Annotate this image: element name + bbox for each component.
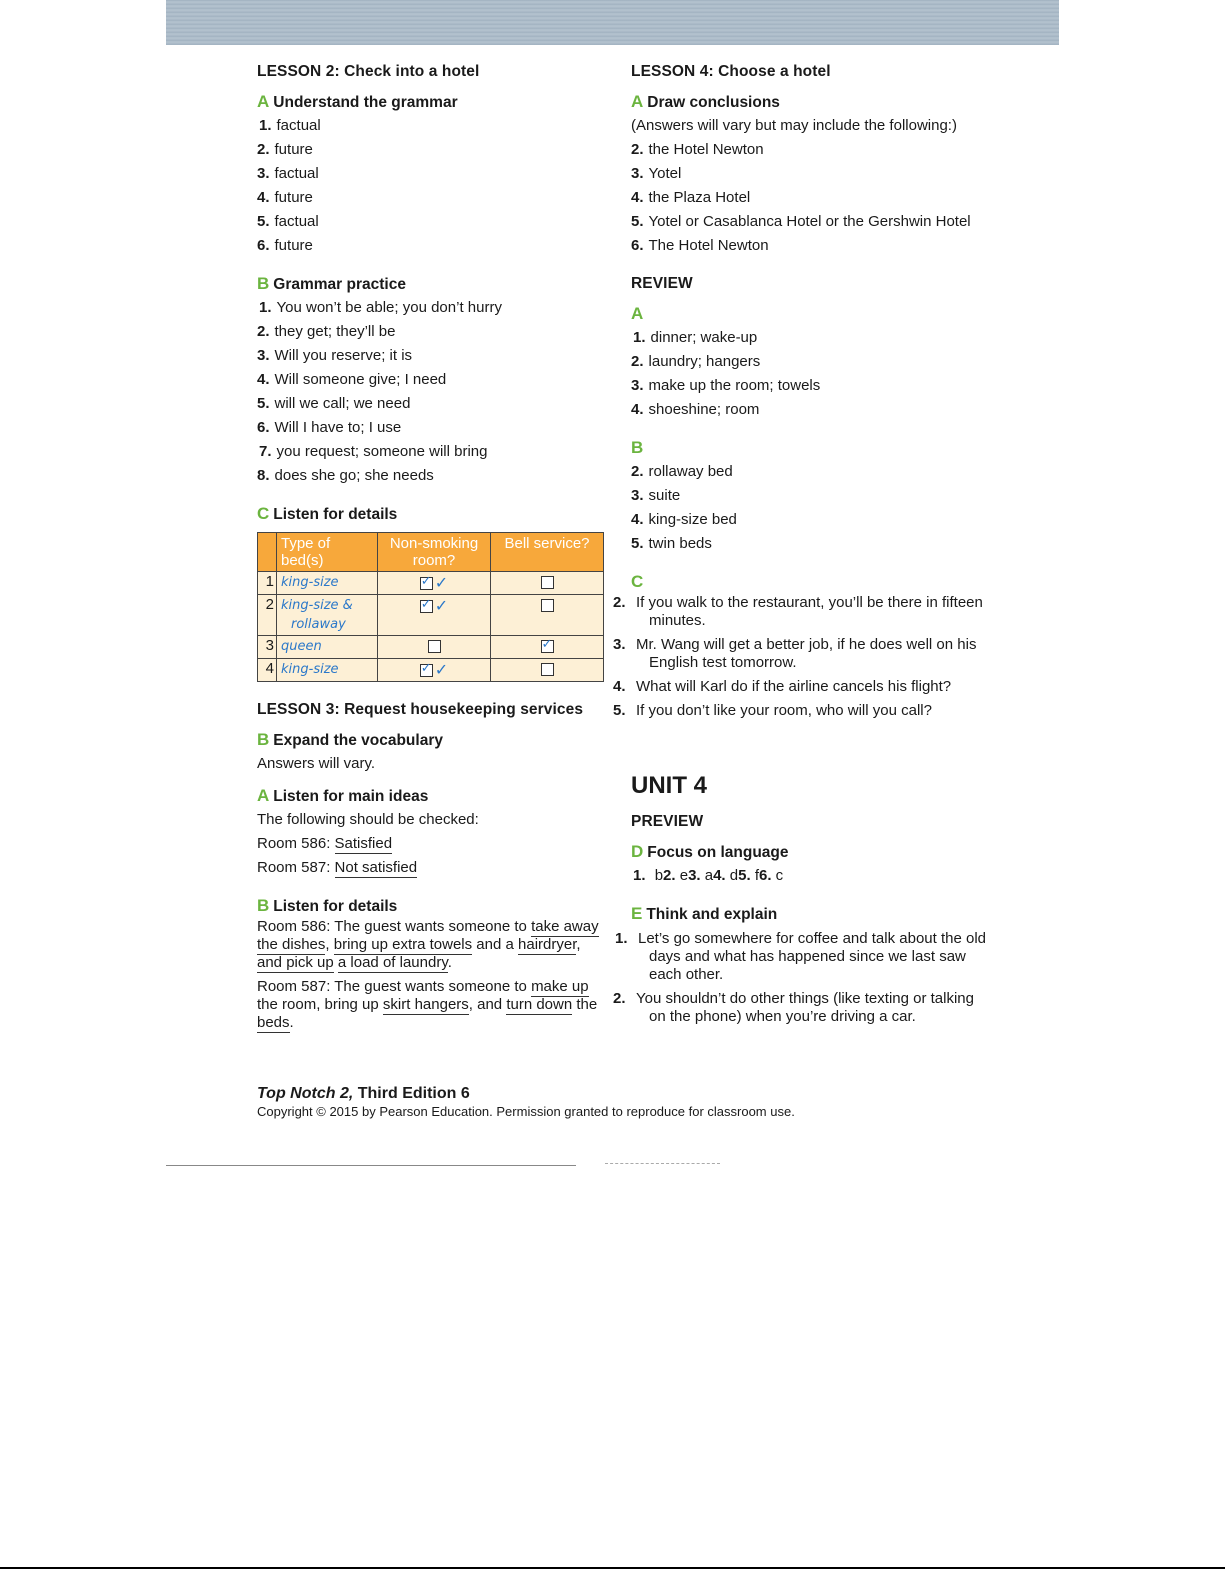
list-item: 4. What will Karl do if the airline cancels his flight? <box>613 678 952 695</box>
empty-box-icon <box>428 640 441 653</box>
list-item: 1. factual <box>259 117 321 134</box>
col-header: Non-smoking room? <box>378 533 491 572</box>
footer-title: Top Notch 2, Third Edition 6 <box>257 1085 470 1102</box>
section-heading: C <box>631 572 644 591</box>
answer-text: The following should be checked: <box>257 811 479 828</box>
check-icon: ✓ <box>434 662 449 679</box>
list-item: 5. will we call; we need <box>257 395 411 412</box>
list-item: 2. the Hotel Newton <box>631 141 764 158</box>
list-item: 1. You won’t be able; you don’t hurry <box>259 299 502 316</box>
section-heading: A Draw conclusions <box>631 92 780 111</box>
page-edge <box>0 1567 1225 1587</box>
checked-box-icon: ✓ <box>541 635 553 651</box>
list-item: 4. future <box>257 189 313 206</box>
unit-title: UNIT 4 <box>631 772 708 799</box>
section-heading: B Listen for details <box>257 896 398 915</box>
section-heading: E Think and explain <box>631 904 778 923</box>
list-item: 5. factual <box>257 213 319 230</box>
table-row: 4 king-size ✓ ✓ <box>258 659 604 682</box>
list-item: 6. The Hotel Newton <box>631 237 769 254</box>
list-item: 4. Will someone give; I need <box>257 371 447 388</box>
list-item: 4. king-size bed <box>631 511 737 528</box>
list-item: 1. Let’s go somewhere for coffee and talk about the old days and what has happened since we last saw each other. <box>615 930 987 983</box>
footer <box>257 1085 795 1119</box>
list-item: 3. make up the room; towels <box>631 377 821 394</box>
left-column <box>257 60 607 1038</box>
section-heading: B <box>631 438 644 457</box>
list-item: 6. Will I have to; I use <box>257 419 402 436</box>
lesson-4-title: LESSON 4: Choose a hotel <box>631 63 831 80</box>
bed-table <box>257 532 604 682</box>
list-item: 6. future <box>257 237 313 254</box>
section-heading: B Grammar practice <box>257 274 406 293</box>
review-title: REVIEW <box>631 275 693 292</box>
copyright: Copyright © 2015 by Pearson Education. Permission granted to reproduce for classroom use. <box>257 1104 795 1119</box>
header-banner <box>166 0 1059 45</box>
list-item: 3. Mr. Wang will get a better job, if he does well on his English test tomorrow. <box>613 636 977 671</box>
list-item: 3. Yotel <box>631 165 682 182</box>
lesson-3-title: LESSON 3: Request housekeeping services <box>257 701 584 718</box>
list-item: 2. If you walk to the restaurant, you’ll be there in fifteen minutes. <box>613 594 983 629</box>
section-heading: A <box>631 304 644 323</box>
list-item: 3. suite <box>631 487 681 504</box>
list-item: 4. the Plaza Hotel <box>631 189 751 206</box>
section-heading: A Listen for main ideas <box>257 786 429 805</box>
answer-line: 1. b2. e3. a4. d5. f6. c <box>633 867 784 884</box>
empty-box-icon <box>541 663 554 676</box>
list-item: 2. rollaway bed <box>631 463 733 480</box>
lesson-2-title: LESSON 2: Check into a hotel <box>257 63 480 80</box>
section-heading: C Listen for details <box>257 504 398 523</box>
list-item: 2. they get; they’ll be <box>257 323 396 340</box>
checked-box-icon: ✓ <box>420 595 432 611</box>
table-header-row <box>258 533 604 572</box>
table-row: 1 king-size ✓ ✓ <box>258 572 604 595</box>
list-item: 7. you request; someone will bring <box>259 443 488 460</box>
check-icon: ✓ <box>434 575 449 592</box>
divider <box>166 1165 576 1166</box>
empty-box-icon <box>541 599 554 612</box>
list-item: 4. shoeshine; room <box>631 401 760 418</box>
table-row: 2 king-size & rollaway ✓ ✓ <box>258 595 604 636</box>
list-item: 2. future <box>257 141 313 158</box>
list-item: 3. Will you reserve; it is <box>257 347 413 364</box>
list-item: 2. laundry; hangers <box>631 353 761 370</box>
list-item: 8. does she go; she needs <box>257 467 434 484</box>
preview-title: PREVIEW <box>631 813 704 830</box>
section-heading: A Understand the grammar <box>257 92 458 111</box>
answer-paragraph: Room 586: The guest wants someone to take away the dishes, bring up extra towels and a hairdryer, and pick up a load of laundry. <box>257 918 599 971</box>
list-item: 5. Yotel or Casablanca Hotel or the Gershwin Hotel <box>631 213 971 230</box>
list-item: 1. dinner; wake-up <box>633 329 758 346</box>
right-column <box>613 60 991 1032</box>
divider <box>605 1163 720 1166</box>
check-icon: ✓ <box>434 598 449 615</box>
answer-paragraph: Room 587: The guest wants someone to make up the room, bring up skirt hangers, and turn down the beds. <box>257 978 598 1031</box>
list-item: 5. If you don’t like your room, who will you call? <box>613 702 932 719</box>
col-header: Type of bed(s) <box>277 533 378 572</box>
list-item: Room 587: Not satisfied <box>257 859 418 876</box>
empty-box-icon <box>541 576 554 589</box>
checked-box-icon: ✓ <box>420 659 432 675</box>
section-heading: B Expand the vocabulary <box>257 730 443 749</box>
list-item: 3. factual <box>257 165 319 182</box>
list-item: 5. twin beds <box>631 535 712 552</box>
list-item: 2. You shouldn’t do other things (like texting or talking on the phone) when you’re driving a car. <box>613 990 974 1025</box>
checked-box-icon: ✓ <box>420 572 432 588</box>
list-item: Room 586: Satisfied <box>257 835 393 852</box>
section-heading: D Focus on language <box>631 842 789 861</box>
answer-text: Answers will vary. <box>257 755 376 772</box>
answer-text: (Answers will vary but may include the following:) <box>631 117 957 134</box>
col-header: Bell service? <box>491 533 604 572</box>
table-row: 3 queen ✓ <box>258 636 604 659</box>
